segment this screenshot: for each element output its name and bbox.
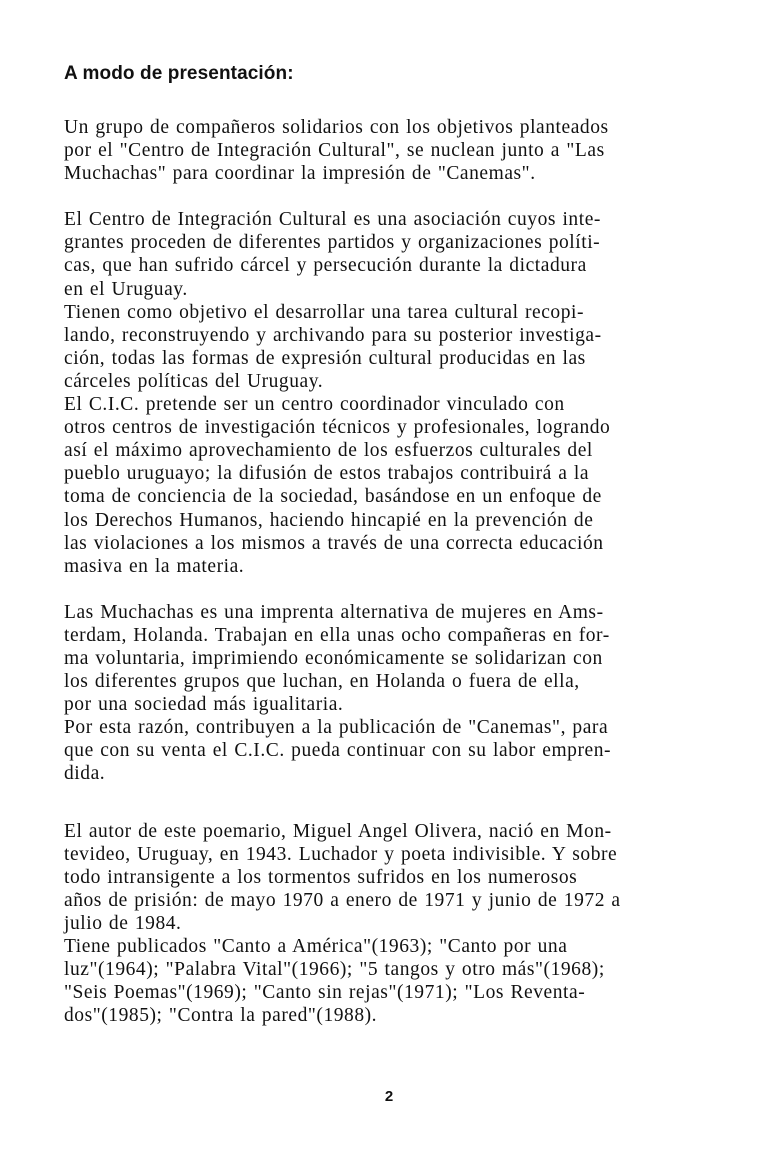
text-line: grantes proceden de diferentes partidos y organizaciones políti- <box>64 232 601 254</box>
text-line: otros centros de investigación técnicos y profesionales, logrando <box>64 417 611 439</box>
section-heading: A modo de presentación: <box>64 63 294 84</box>
text-line: "Seis Poemas"(1969); "Canto sin rejas"(1971); "Los Reventa- <box>64 982 586 1004</box>
text-line: Un grupo de compañeros solidarios con los objetivos planteados <box>64 117 609 138</box>
page-number: 2 <box>384 1088 394 1105</box>
text-line: que con su venta el C.I.C. pueda continuar con su labor empren- <box>64 740 612 762</box>
text-line: terdam, Holanda. Trabajan en ella unas ocho compañeras en for- <box>64 624 610 646</box>
text-line: cárceles políticas del Uruguay. <box>64 370 324 392</box>
text-line: Por esta razón, contribuyen a la publicación de "Canemas", para <box>64 717 609 739</box>
text-line: lando, reconstruyendo y archivando para su posterior investiga- <box>64 324 602 346</box>
paragraph-author <box>64 820 736 1028</box>
document-page <box>64 52 736 1027</box>
text-line: los diferentes grupos que luchan, en Holanda o fuera de ella, <box>64 671 580 693</box>
text-line: toma de conciencia de la sociedad, basándose en un enfoque de <box>64 486 602 508</box>
text-line: luz"(1964); "Palabra Vital"(1966); "5 tangos y otro más"(1968); <box>64 959 605 981</box>
text-line: julio de 1984. <box>64 912 182 934</box>
text-line: los Derechos Humanos, haciendo hincapié en la prevención de <box>64 509 594 531</box>
paragraph-intro <box>64 116 736 185</box>
text-line: ma voluntaria, imprimiendo económicamente se solidarizan con <box>64 647 603 669</box>
text-line: por una sociedad más igualitaria. <box>64 694 344 716</box>
text-line: tevideo, Uruguay, en 1943. Luchador y poeta indivisible. Y sobre <box>64 843 618 865</box>
text-line: pueblo uruguayo; la difusión de estos trabajos contribuirá a la <box>64 463 590 485</box>
text-line: años de prisión: de mayo 1970 a enero de 1971 y junio de 1972 a <box>64 889 621 911</box>
text-line: El Centro de Integración Cultural es una asociación cuyos inte- <box>64 209 601 231</box>
text-line: todo intransigente a los tormentos sufridos en los numerosos <box>64 866 578 888</box>
text-line: las violaciones a los mismos a través de una correcta educación <box>64 532 604 554</box>
text-line: dos"(1985); "Contra la pared"(1988). <box>64 1005 378 1027</box>
text-line: Las Muchachas es una imprenta alternativa de mujeres en Ams- <box>64 601 604 623</box>
text-line: masiva en la materia. <box>64 555 245 577</box>
text-line: en el Uruguay. <box>64 278 188 300</box>
text-line: ción, todas las formas de expresión cultural producidas en las <box>64 347 586 369</box>
paragraph-las-muchachas <box>64 601 736 786</box>
text-line: cas, que han sufrido cárcel y persecución durante la dictadura <box>64 255 587 277</box>
text-line: por el "Centro de Integración Cultural", se nuclean junto a "Las <box>64 140 605 162</box>
text-line: Muchachas" para coordinar la impresión de "Canemas". <box>64 163 536 185</box>
text-line: Tienen como objetivo el desarrollar una tarea cultural recopi- <box>64 301 585 323</box>
text-line: El C.I.C. pretende ser un centro coordinador vinculado con <box>64 394 565 416</box>
text-line: Tiene publicados "Canto a América"(1963); "Canto por una <box>64 936 568 957</box>
text-line: dida. <box>64 763 106 785</box>
paragraph-cic <box>64 208 736 578</box>
text-line: así el máximo aprovechamiento de los esfuerzos culturales del <box>64 440 593 462</box>
text-line: El autor de este poemario, Miguel Angel Olivera, nació en Mon- <box>64 820 612 842</box>
